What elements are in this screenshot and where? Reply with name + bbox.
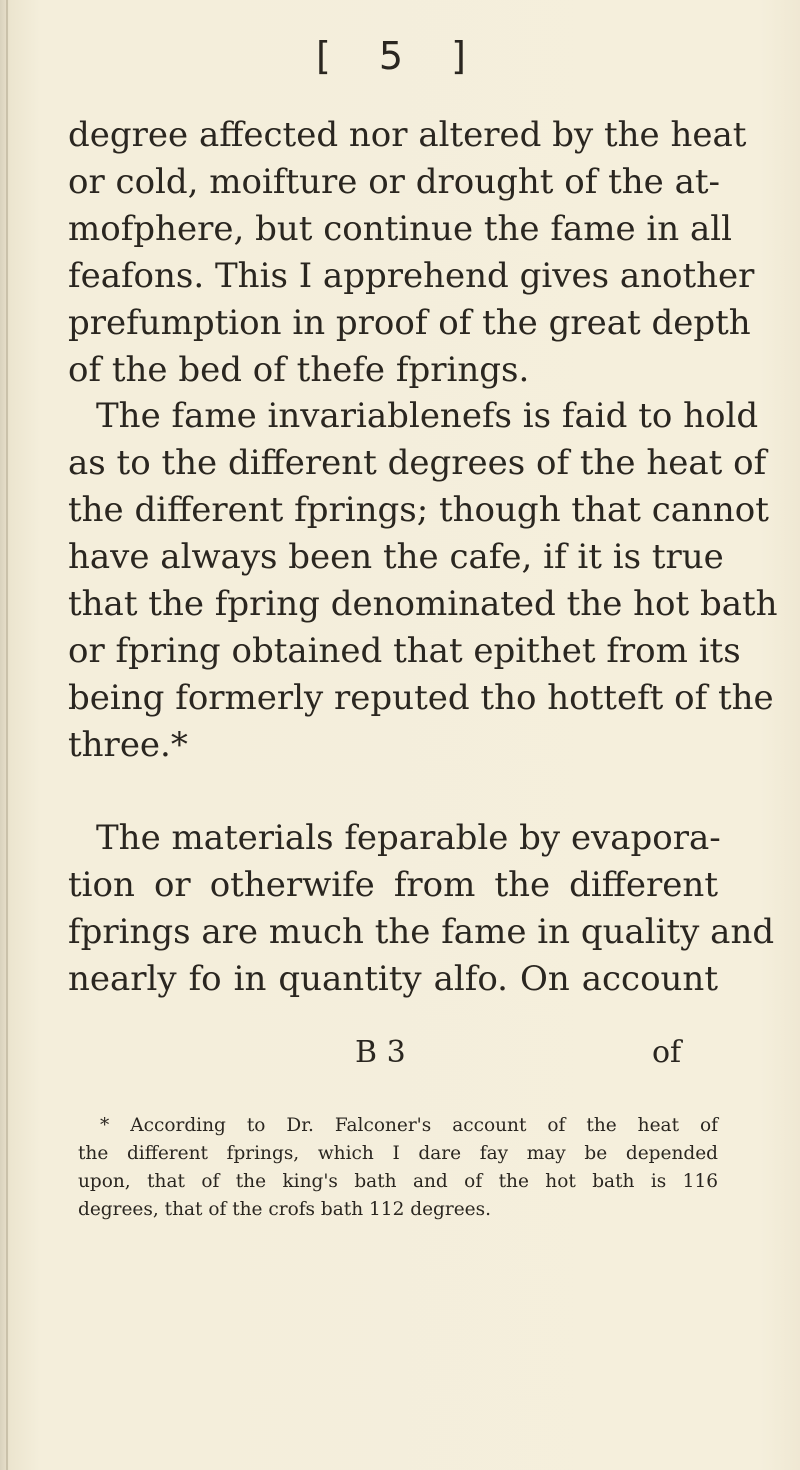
text-line: being formerly reputed tho hotteft of the [68, 678, 774, 718]
paragraph-1 [68, 112, 755, 394]
footnote-line: the different fprings, which I dare fay may be depended [78, 1143, 718, 1164]
text-line: or cold, moifture or drought of the at- [68, 162, 721, 202]
text-line: as to the different degrees of the heat of [68, 443, 767, 483]
catchline [0, 1035, 800, 1075]
page-number-header: [ 5 ] [316, 34, 484, 78]
page-gutter-edge [6, 0, 8, 1470]
text-line: The materials feparable by evapora- [96, 818, 721, 858]
text-line: feafons. This I apprehend gives another [68, 256, 755, 296]
text-line: or fpring obtained that epithet from its [68, 631, 741, 671]
text-line: three.* [68, 725, 188, 765]
text-line: of the bed of thefe fprings. [68, 350, 530, 390]
text-line: degree affected nor altered by the heat [68, 115, 747, 155]
text-line: fprings are much the fame in quality and [68, 912, 775, 952]
text-line: the different fprings; though that cannot [68, 490, 769, 530]
footnote-line: upon, that of the king's bath and of the hot bath is 116 [78, 1171, 718, 1192]
catchword: of [652, 1035, 682, 1070]
signature-mark: B 3 [355, 1035, 406, 1070]
footnote-line: degrees, that of the crofs bath 112 degrees. [78, 1199, 491, 1220]
footnote [78, 1112, 718, 1224]
footnote-line: * According to Dr. Falconer's account of the heat of [100, 1115, 718, 1136]
text-line: tion or otherwife from the different [68, 865, 718, 905]
text-line: nearly fo in quantity alfo. On account [68, 959, 718, 999]
text-line: mofphere, but continue the fame in all [68, 209, 732, 249]
paragraph-3 [68, 815, 775, 1003]
text-line: The fame invariablenefs is faid to hold [96, 396, 759, 436]
text-line: prefumption in proof of the great depth [68, 303, 751, 343]
paragraph-2 [68, 393, 778, 769]
text-line: have always been the cafe, if it is true [68, 537, 724, 577]
text-line: that the fpring denominated the hot bath [68, 584, 778, 624]
